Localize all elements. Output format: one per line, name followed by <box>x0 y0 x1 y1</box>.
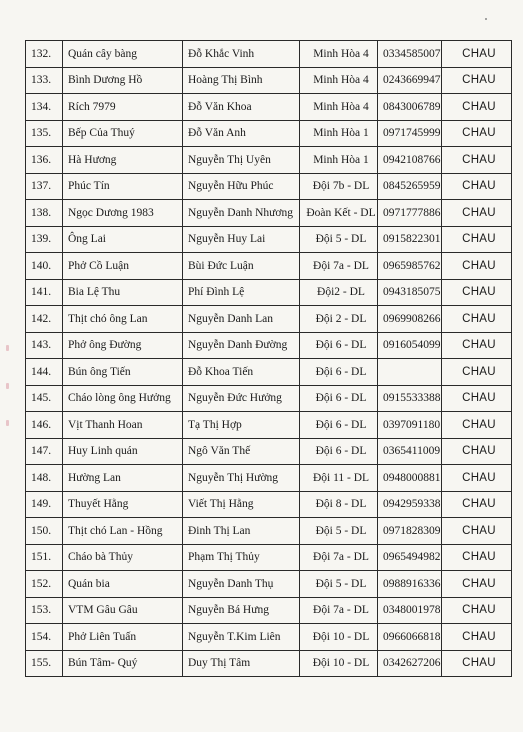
table-row <box>26 41 512 68</box>
area-name: Minh Hòa 1 <box>300 147 378 174</box>
area-name: Đội 7a - DL <box>300 597 378 624</box>
area-name: Minh Hòa 1 <box>300 120 378 147</box>
phone-number: 0969908266 <box>378 306 442 333</box>
phone-number: 0988916336 <box>378 571 442 598</box>
table-row <box>26 306 512 333</box>
area-name: Minh Hòa 4 <box>300 67 378 94</box>
owner-name: Nguyễn T.Kim Liên <box>183 624 300 651</box>
status-code: CHAU <box>442 173 512 200</box>
status-code: CHAU <box>442 571 512 598</box>
row-number: 149. <box>26 491 63 518</box>
area-name: Đội 7a - DL <box>300 253 378 280</box>
area-name: Đội 5 - DL <box>300 226 378 253</box>
row-number: 138. <box>26 200 63 227</box>
owner-name: Đỗ Khoa Tiến <box>183 359 300 386</box>
phone-number: 0971777886 <box>378 200 442 227</box>
phone-number: 0397091180 <box>378 412 442 439</box>
area-name: Đội 5 - DL <box>300 571 378 598</box>
owner-name: Đinh Thị Lan <box>183 518 300 545</box>
status-code: CHAU <box>442 332 512 359</box>
establishment-name: Thuyết Hằng <box>63 491 183 518</box>
establishment-table <box>25 40 512 677</box>
area-name: Đội 6 - DL <box>300 412 378 439</box>
table-row <box>26 438 512 465</box>
establishment-name: Bún ông Tiến <box>63 359 183 386</box>
phone-number: 0942108766 <box>378 147 442 174</box>
phone-number: 0845265959 <box>378 173 442 200</box>
row-number: 154. <box>26 624 63 651</box>
phone-number: 0243669947 <box>378 67 442 94</box>
table-row <box>26 571 512 598</box>
phone-number: 0843006789 <box>378 94 442 121</box>
phone-number: 0365411009 <box>378 438 442 465</box>
table-row <box>26 332 512 359</box>
area-name: Đội 6 - DL <box>300 359 378 386</box>
table-row <box>26 465 512 492</box>
row-number: 141. <box>26 279 63 306</box>
status-code: CHAU <box>442 226 512 253</box>
status-code: CHAU <box>442 67 512 94</box>
status-code: CHAU <box>442 147 512 174</box>
table-row <box>26 200 512 227</box>
phone-number: 0966066818 <box>378 624 442 651</box>
owner-name: Phạm Thị Thủy <box>183 544 300 571</box>
phone-number: 0971828309 <box>378 518 442 545</box>
area-name: Đội 7a - DL <box>300 544 378 571</box>
status-code: CHAU <box>442 412 512 439</box>
status-code: CHAU <box>442 597 512 624</box>
table-row <box>26 650 512 677</box>
area-name: Đội 6 - DL <box>300 438 378 465</box>
establishment-name: Hường Lan <box>63 465 183 492</box>
phone-number: 0942959338 <box>378 491 442 518</box>
table-row <box>26 359 512 386</box>
area-name: Đoàn Kết - DL <box>300 200 378 227</box>
establishment-name: Quán cây bàng <box>63 41 183 68</box>
status-code: CHAU <box>442 518 512 545</box>
row-number: 133. <box>26 67 63 94</box>
owner-name: Nguyễn Thị Uyên <box>183 147 300 174</box>
row-number: 155. <box>26 650 63 677</box>
owner-name: Nguyễn Danh Thụ <box>183 571 300 598</box>
area-name: Đội 7b - DL <box>300 173 378 200</box>
status-code: CHAU <box>442 385 512 412</box>
establishment-name: Bún Tâm- Quý <box>63 650 183 677</box>
establishment-name: Cháo lòng ông Hưởng <box>63 385 183 412</box>
table-row <box>26 544 512 571</box>
owner-name: Viết Thị Hằng <box>183 491 300 518</box>
status-code: CHAU <box>442 491 512 518</box>
establishment-name: Ông Lai <box>63 226 183 253</box>
establishment-name: Thịt chó Lan - Hồng <box>63 518 183 545</box>
owner-name: Bùi Đức Luận <box>183 253 300 280</box>
establishment-name: Rích 7979 <box>63 94 183 121</box>
row-number: 144. <box>26 359 63 386</box>
owner-name: Đỗ Văn Anh <box>183 120 300 147</box>
establishment-name: Thịt chó ông Lan <box>63 306 183 333</box>
status-code: CHAU <box>442 200 512 227</box>
phone-number: 0948000881 <box>378 465 442 492</box>
status-code: CHAU <box>442 41 512 68</box>
area-name: Đội 6 - DL <box>300 385 378 412</box>
owner-name: Nguyễn Danh Lan <box>183 306 300 333</box>
phone-number: 0943185075 <box>378 279 442 306</box>
row-number: 140. <box>26 253 63 280</box>
establishment-name: Bia Lệ Thu <box>63 279 183 306</box>
area-name: Đội 5 - DL <box>300 518 378 545</box>
owner-name: Ngô Văn Thế <box>183 438 300 465</box>
status-code: CHAU <box>442 120 512 147</box>
area-name: Đội 8 - DL <box>300 491 378 518</box>
status-code: CHAU <box>442 624 512 651</box>
owner-name: Phí Đình Lệ <box>183 279 300 306</box>
status-code: CHAU <box>442 544 512 571</box>
status-code: CHAU <box>442 359 512 386</box>
owner-name: Hoàng Thị Bình <box>183 67 300 94</box>
owner-name: Tạ Thị Hợp <box>183 412 300 439</box>
scan-speck <box>485 18 487 20</box>
owner-name: Nguyễn Danh Nhương <box>183 200 300 227</box>
table-row <box>26 412 512 439</box>
owner-name: Nguyễn Hữu Phúc <box>183 173 300 200</box>
table-row <box>26 147 512 174</box>
establishment-name: Phở Liên Tuấn <box>63 624 183 651</box>
owner-name: Nguyễn Thị Hường <box>183 465 300 492</box>
row-number: 142. <box>26 306 63 333</box>
phone-number: 0348001978 <box>378 597 442 624</box>
owner-name: Nguyễn Huy Lai <box>183 226 300 253</box>
row-number: 146. <box>26 412 63 439</box>
status-code: CHAU <box>442 438 512 465</box>
status-code: CHAU <box>442 279 512 306</box>
establishment-name: Huy Linh quán <box>63 438 183 465</box>
establishment-name: Vịt Thanh Hoan <box>63 412 183 439</box>
owner-name: Nguyễn Bá Hưng <box>183 597 300 624</box>
phone-number: 0965985762 <box>378 253 442 280</box>
row-number: 151. <box>26 544 63 571</box>
phone-number <box>378 359 442 386</box>
owner-name: Đỗ Khắc Vinh <box>183 41 300 68</box>
row-number: 139. <box>26 226 63 253</box>
table-row <box>26 597 512 624</box>
row-number: 132. <box>26 41 63 68</box>
area-name: Đội2 - DL <box>300 279 378 306</box>
area-name: Đội 6 - DL <box>300 332 378 359</box>
table-row <box>26 94 512 121</box>
row-number: 135. <box>26 120 63 147</box>
phone-number: 0915822301 <box>378 226 442 253</box>
area-name: Đội 11 - DL <box>300 465 378 492</box>
table-row <box>26 253 512 280</box>
table-row <box>26 120 512 147</box>
row-number: 136. <box>26 147 63 174</box>
table-row <box>26 518 512 545</box>
establishment-name: Hà Hương <box>63 147 183 174</box>
row-number: 148. <box>26 465 63 492</box>
row-number: 147. <box>26 438 63 465</box>
establishment-name: Phở Cồ Luận <box>63 253 183 280</box>
status-code: CHAU <box>442 94 512 121</box>
row-number: 152. <box>26 571 63 598</box>
establishment-name: Phúc Tín <box>63 173 183 200</box>
establishment-name: Phở ông Đường <box>63 332 183 359</box>
owner-name: Đỗ Văn Khoa <box>183 94 300 121</box>
owner-name: Duy Thị Tâm <box>183 650 300 677</box>
row-number: 150. <box>26 518 63 545</box>
table-row <box>26 491 512 518</box>
phone-number: 0334585007 <box>378 41 442 68</box>
area-name: Đội 2 - DL <box>300 306 378 333</box>
establishment-name: Bình Dương Hồ <box>63 67 183 94</box>
row-number: 143. <box>26 332 63 359</box>
row-number: 145. <box>26 385 63 412</box>
margin-smudge <box>6 420 9 426</box>
table-body <box>26 41 512 677</box>
status-code: CHAU <box>442 650 512 677</box>
establishment-name: Cháo bà Thủy <box>63 544 183 571</box>
area-name: Đội 10 - DL <box>300 650 378 677</box>
area-name: Minh Hòa 4 <box>300 41 378 68</box>
table-row <box>26 279 512 306</box>
row-number: 134. <box>26 94 63 121</box>
phone-number: 0916054099 <box>378 332 442 359</box>
area-name: Minh Hòa 4 <box>300 94 378 121</box>
owner-name: Nguyễn Danh Đường <box>183 332 300 359</box>
margin-smudge <box>6 383 9 389</box>
row-number: 137. <box>26 173 63 200</box>
table-row <box>26 173 512 200</box>
table-row <box>26 385 512 412</box>
status-code: CHAU <box>442 253 512 280</box>
table-row <box>26 67 512 94</box>
table-row <box>26 226 512 253</box>
area-name: Đội 10 - DL <box>300 624 378 651</box>
phone-number: 0971745999 <box>378 120 442 147</box>
establishment-name: VTM Gâu Gâu <box>63 597 183 624</box>
phone-number: 0915533388 <box>378 385 442 412</box>
phone-number: 0965494982 <box>378 544 442 571</box>
status-code: CHAU <box>442 306 512 333</box>
margin-smudge <box>6 345 9 351</box>
establishment-name: Ngọc Dương 1983 <box>63 200 183 227</box>
status-code: CHAU <box>442 465 512 492</box>
owner-name: Nguyễn Đức Hưởng <box>183 385 300 412</box>
phone-number: 0342627206 <box>378 650 442 677</box>
establishment-name: Bếp Của Thuý <box>63 120 183 147</box>
table-row <box>26 624 512 651</box>
row-number: 153. <box>26 597 63 624</box>
establishment-name: Quán bia <box>63 571 183 598</box>
